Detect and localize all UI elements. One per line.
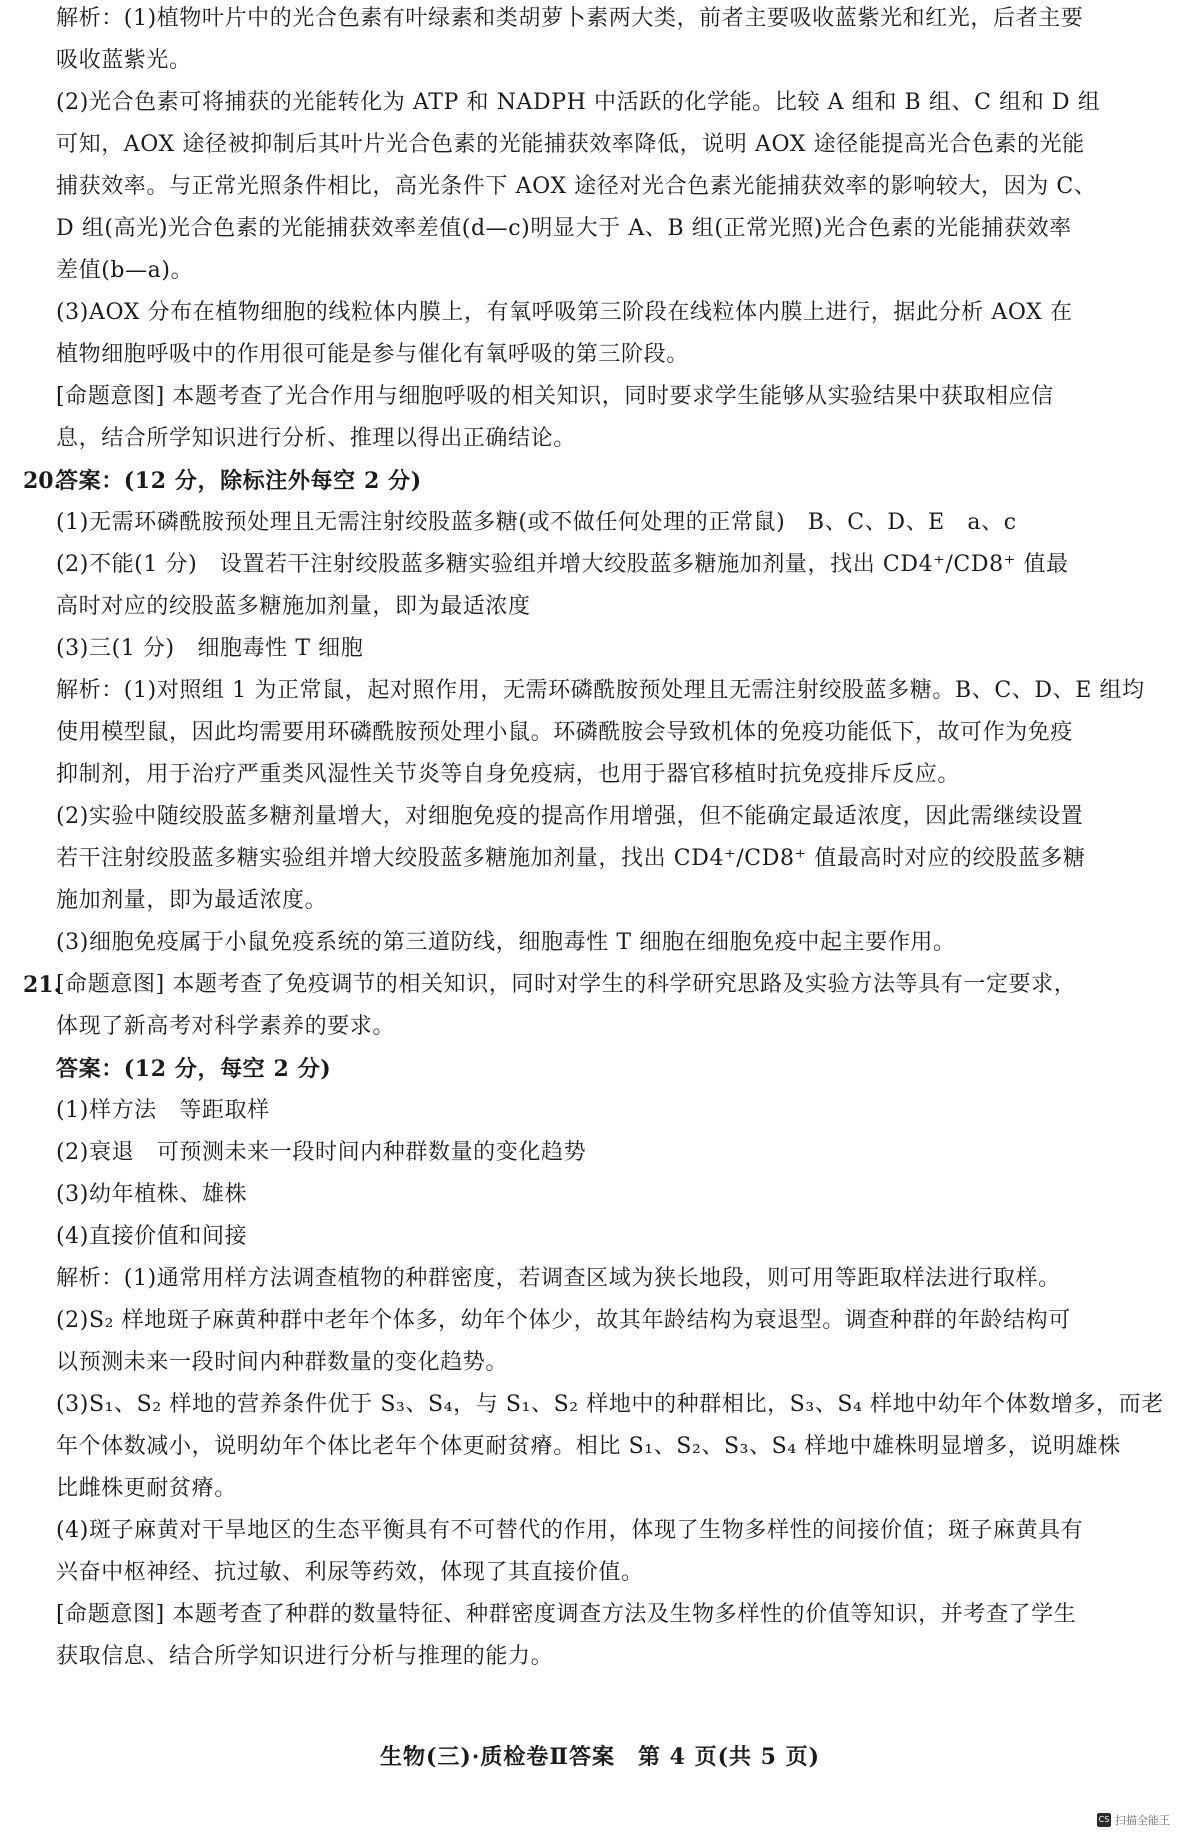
- q20-analysis-line-7: (3)细胞免疫属于小鼠免疫系统的第三道防线，细胞毒性 T 细胞在细胞免疫中起主要作用。: [56, 930, 956, 955]
- q21-answer-head: 答案：(12 分，每空 2 分): [56, 1056, 332, 1082]
- q21-analysis-line-5: 年个体数减小，说明幼年个体比老年个体更耐贫瘠。相比 S₁、S₂、S₃、S₄ 样地中雄株明显增多，说明雄株: [56, 1434, 1121, 1459]
- q20-intent-line-2: 体现了新高考对科学素养的要求。: [56, 1014, 396, 1039]
- q21-analysis-line-8: 兴奋中枢神经、抗过敏、利尿等药效，体现了其直接价值。: [56, 1560, 644, 1585]
- page-content: [56, 0, 1166, 1678]
- q19-analysis-line-6: D 组(高光)光合色素的光能捕获效率差值(d—c)明显大于 A、B 组(正常光照)光合色素的光能捕获效率: [56, 216, 1072, 241]
- q21-intent-line-2: 获取信息、结合所学知识进行分析与推理的能力。: [56, 1644, 554, 1669]
- q19-analysis-line-2: 吸收蓝紫光。: [56, 48, 192, 73]
- q19-analysis-line-4: 可知，AOX 途径被抑制后其叶片光合色素的光能捕获效率降低，说明 AOX 途径能提高光合色素的光能: [56, 132, 1085, 157]
- q19-analysis-line-1: 解析：(1)植物叶片中的光合色素有叶绿素和类胡萝卜素两大类，前者主要吸收蓝紫光和红光，后者主要: [56, 6, 1084, 31]
- scanner-watermark: [1097, 1812, 1170, 1828]
- q21-answer-3: (3)幼年植株、雄株: [56, 1182, 248, 1207]
- q20-analysis-line-1: 解析：(1)对照组 1 为正常鼠，起对照作用，无需环磷酰胺预处理且无需注射绞股蓝多糖。B、C、D、E 组均: [56, 678, 1145, 703]
- q19-analysis-line-8: (3)AOX 分布在植物细胞的线粒体内膜上，有氧呼吸第三阶段在线粒体内膜上进行，据此分析 AOX 在: [56, 300, 1073, 325]
- q21-answer-1: (1)样方法 等距取样: [56, 1098, 270, 1123]
- q21-analysis-line-2: (2)S₂ 样地斑子麻黄种群中老年个体多，幼年个体少，故其年龄结构为衰退型。调查种群的年龄结构可: [56, 1308, 1071, 1333]
- q21-analysis-line-3: 以预测未来一段时间内种群数量的变化趋势。: [56, 1350, 509, 1375]
- q21-intent-line-1: [命题意图] 本题考查了种群的数量特征、种群密度调查方法及生物多样性的价值等知识，并考查了学生: [56, 1602, 1077, 1627]
- q21-analysis-line-4: (3)S₁、S₂ 样地的营养条件优于 S₃、S₄，与 S₁、S₂ 样地中的种群相比，S₃、S₄ 样地中幼年个体数增多，而老: [56, 1392, 1164, 1417]
- q21-number: 21.: [23, 972, 62, 998]
- q21-answer-4: (4)直接价值和间接: [56, 1224, 248, 1249]
- q21-analysis-line-1: 解析：(1)通常用样方法调查植物的种群密度，若调查区域为狭长地段，则可用等距取样法进行取样。: [56, 1266, 1061, 1291]
- q20-answer-4: (3)三(1 分) 细胞毒性 T 细胞: [56, 636, 364, 661]
- q20-analysis-line-3: 抑制剂，用于治疗严重类风湿性关节炎等自身免疫病，也用于器官移植时抗免疫排斥反应。: [56, 762, 961, 787]
- page-footer: 生物(三)·质检卷Ⅱ答案 第 4 页(共 5 页): [379, 1744, 821, 1770]
- q19-intent-line-2: 息，结合所学知识进行分析、推理以得出正确结论。: [56, 426, 576, 451]
- q21-answer-2: (2)衰退 可预测未来一段时间内种群数量的变化趋势: [56, 1140, 587, 1165]
- q21-analysis-line-7: (4)斑子麻黄对干旱地区的生态平衡具有不可替代的作用，体现了生物多样性的间接价值；斑子麻黄具有: [56, 1518, 1084, 1543]
- q20-intent-line-1: [命题意图] 本题考查了免疫调节的相关知识，同时对学生的科学研究思路及实验方法等具有一定要求，: [56, 972, 1077, 997]
- q20-answer-2: (2)不能(1 分) 设置若干注射绞股蓝多糖实验组并增大绞股蓝多糖施加剂量，找出 CD4⁺/CD8⁺ 值最: [56, 552, 1069, 577]
- q20-answer-1: (1)无需环磷酰胺预处理且无需注射绞股蓝多糖(或不做任何处理的正常鼠) B、C、D、E a、c: [56, 510, 1017, 535]
- q19-analysis-line-3: (2)光合色素可将捕获的光能转化为 ATP 和 NADPH 中活跃的化学能。比较 A 组和 B 组、C 组和 D 组: [56, 90, 1101, 115]
- q19-analysis-line-9: 植物细胞呼吸中的作用很可能是参与催化有氧呼吸的第三阶段。: [56, 342, 689, 367]
- q20-analysis-line-4: (2)实验中随绞股蓝多糖剂量增大，对细胞免疫的提高作用增强，但不能确定最适浓度，因此需继续设置: [56, 804, 1084, 829]
- scanner-watermark-text: 扫描全能王: [1115, 1814, 1170, 1827]
- q20-answer-3: 高时对应的绞股蓝多糖施加剂量，即为最适浓度: [56, 594, 531, 619]
- q20-analysis-line-5: 若干注射绞股蓝多糖实验组并增大绞股蓝多糖施加剂量，找出 CD4⁺/CD8⁺ 值最高时对应的绞股蓝多糖: [56, 846, 1086, 871]
- q20-analysis-line-6: 施加剂量，即为最适浓度。: [56, 888, 328, 913]
- q20-number: 20.: [23, 468, 62, 494]
- scanner-logo-icon: CS: [1097, 1813, 1111, 1827]
- q19-analysis-line-5: 捕获效率。与正常光照条件相比，高光条件下 AOX 途径对光合色素光能捕获效率的影响较大，因为 C、: [56, 174, 1097, 199]
- q20-answer-head: 答案：(12 分，除标注外每空 2 分): [56, 468, 422, 494]
- q19-analysis-line-7: 差值(b—a)。: [56, 258, 194, 283]
- q21-analysis-line-6: 比雌株更耐贫瘠。: [56, 1476, 237, 1501]
- q20-analysis-line-2: 使用模型鼠，因此均需要用环磷酰胺预处理小鼠。环磷酰胺会导致机体的免疫功能低下，故可作为免疫: [56, 720, 1074, 745]
- q19-intent-line-1: [命题意图] 本题考查了光合作用与细胞呼吸的相关知识，同时要求学生能够从实验结果中获取相应信: [56, 384, 1054, 409]
